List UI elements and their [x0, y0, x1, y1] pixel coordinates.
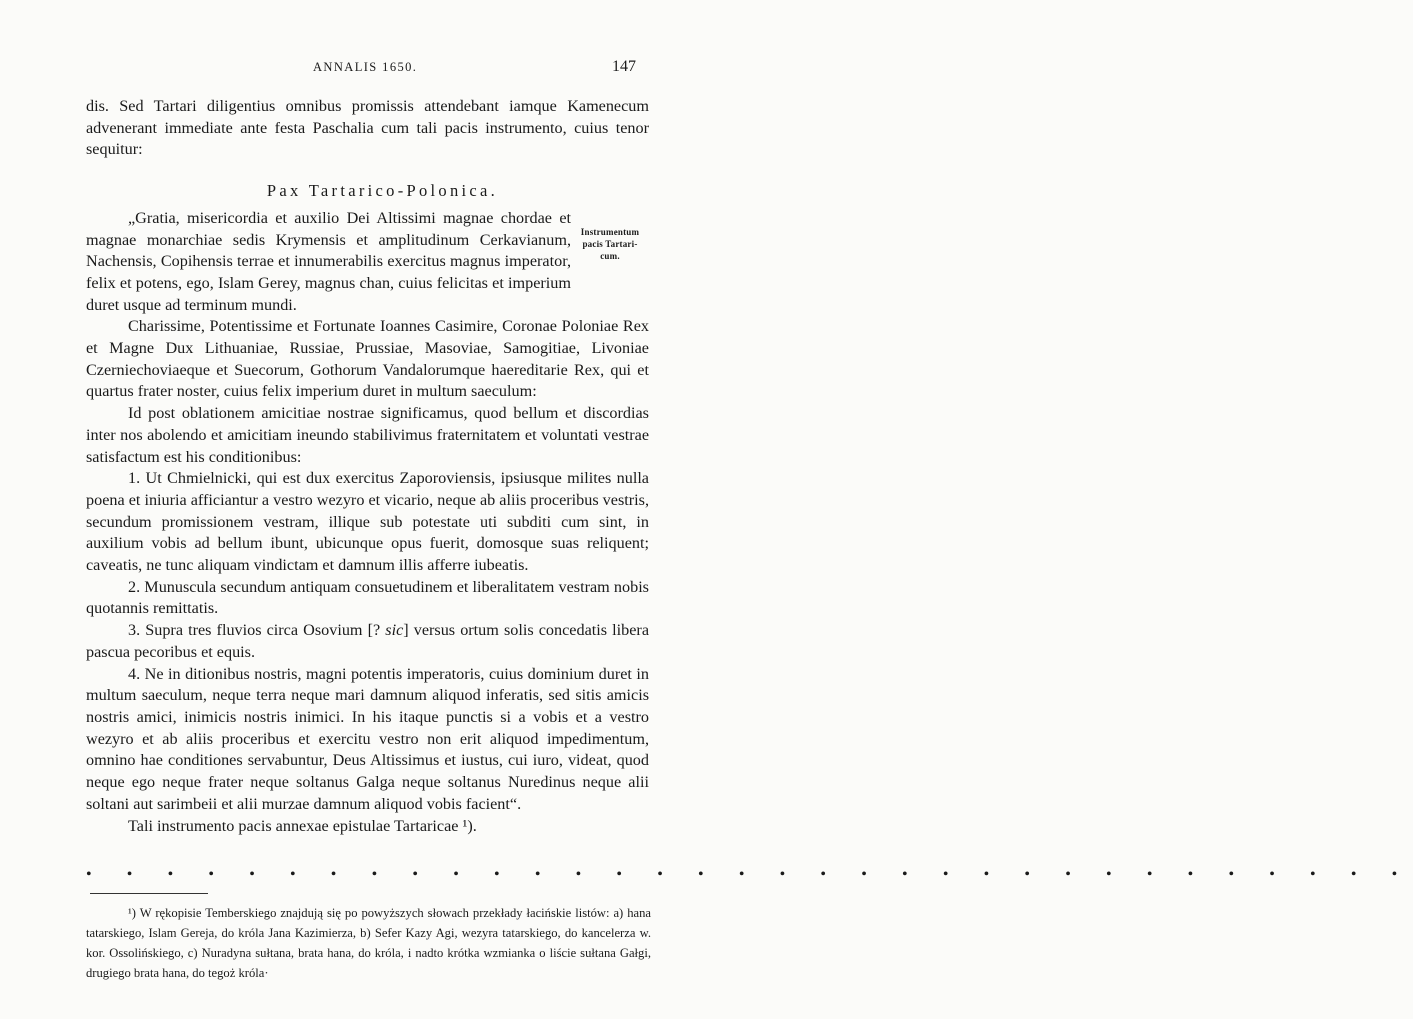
footnote: [86, 903, 651, 983]
paragraph-1: dis. Sed Tartari diligentius omnibus promissis attendebant iamque Kamenecum advenerant immediate ante festa Paschalia cum tali pacis instrumento, cuius tenor sequitur:: [86, 97, 649, 159]
paragraph-5: 1. Ut Chmielnicki, qui est dux exercitus Zaporoviensis, ipsiusque milites nulla poena et iniuria afficiantur a vestro wezyro et vicario, neque ab aliis proceribus vestris, secundum promissionem vestram, illique sub potestate uti subditi cum sint, in auxilium vobis ad bellum ibunt, ubicunque opus fuerit, domosque suas reliquent; caveatis, ne tunc aliquam vindictam et damnum illis afferre iubeatis.: [86, 469, 649, 575]
sic-annotation: sic: [385, 621, 404, 640]
ellipsis-dot-row: • • • • • • • • • • • • • • • • • • • • • • • • • • • • • • • • •: [86, 866, 1413, 883]
section-heading: Pax Tartarico-Polonica.: [266, 181, 499, 201]
paragraph-7-text-b: ] versus ortum solis concedatis libera pascua pecoribus et equis.: [86, 621, 649, 661]
paragraph-9: Tali instrumento pacis annexae epistulae Tartaricae ¹).: [128, 816, 477, 835]
paragraph-7: [86, 620, 649, 663]
paragraph-3: Charissime, Potentissime et Fortunate Ioannes Casimire, Coronae Poloniae Rex et Magne Dux Lithuaniae, Russiae, Prussiae, Masoviae, Samogitiae, Livoniae Czerniechoviaeque et Suecorum, Gothorum Vandalorumque haereditarie Rex, qui et quartus frater noster, cuius felix imperium duret in multum saeculum:: [86, 317, 649, 401]
margin-note: [570, 226, 650, 262]
paragraph-4: Id post oblationem amicitiae nostrae significamus, quod bellum et discordias inter nos abolendo et amicitiam ineundo stabilivimus fraternitatem et voluntati vestrae satisfactum est his conditionibus:: [86, 404, 649, 466]
body-text: [86, 96, 649, 837]
paragraph-7-text-a: 3. Supra tres fluvios circa Osovium [?: [128, 621, 386, 640]
margin-note-line-2: pacis Tartari-: [582, 239, 638, 249]
paragraph-6: 2. Munuscula secundum antiquam consuetudinem et liberalitatem vestram nobis quotannis remittatis.: [86, 577, 649, 618]
footnote-text: ¹) W rękopisie Temberskiego znajdują się po powyższych słowach przekłady łacińskie listów: a) hana tatarskiego, Islam Gereja, do króla Jana Kazimierza, b) Sefer Kazy Agi, wezyra tatarskiego, do kancelerza w. kor. Ossolińskiego, c) Nuradyna sułtana, brata hana, do króla, i nadto krótka wzmianka o liście sułtana Gałgi, drugiego brata hana, do tegoż króla·: [86, 906, 651, 980]
running-title: ANNALIS 1650.: [313, 60, 418, 74]
running-head: [0, 58, 720, 80]
page-number: 147: [612, 58, 636, 75]
margin-note-line-3: cum.: [600, 251, 620, 261]
margin-note-line-1: Instrumentum: [580, 227, 640, 237]
paragraph-8: 4. Ne in ditionibus nostris, magni potentis imperatoris, cuius dominium duret in multum saeculum, neque terra neque mari damnum aliquod inferatis, sed sitis amicis nostris amici, inimicis nostris inimici. In his itaque punctis si a vobis et a vestro wezyro et ab aliis proceribus et exercitu vestro non erit aliquod impedimentum, omnino hae conditiones servabuntur, Deus Altissimus et iustus, cui iuro, videat, quod neque ego neque frater neque soltanus Galga neque soltanus Nuredinus neque alii soltani aut sarimbeii et alii murzae damnum aliquod vobis facient“.: [86, 664, 649, 813]
paragraph-2: „Gratia, misericordia et auxilio Dei Altissimi magnae chordae et magnae monarchiae sedis Krymensis et amplitudinum Cerkavianum, Nachensis, Copihensis terrae et innumerabilis exercitus magnus imperator, felix et potens, ego, Islam Gerey, magnus chan, cuius felicitas et imperium duret usque ad terminum mundi.: [86, 208, 571, 314]
footnote-divider: [90, 893, 208, 894]
